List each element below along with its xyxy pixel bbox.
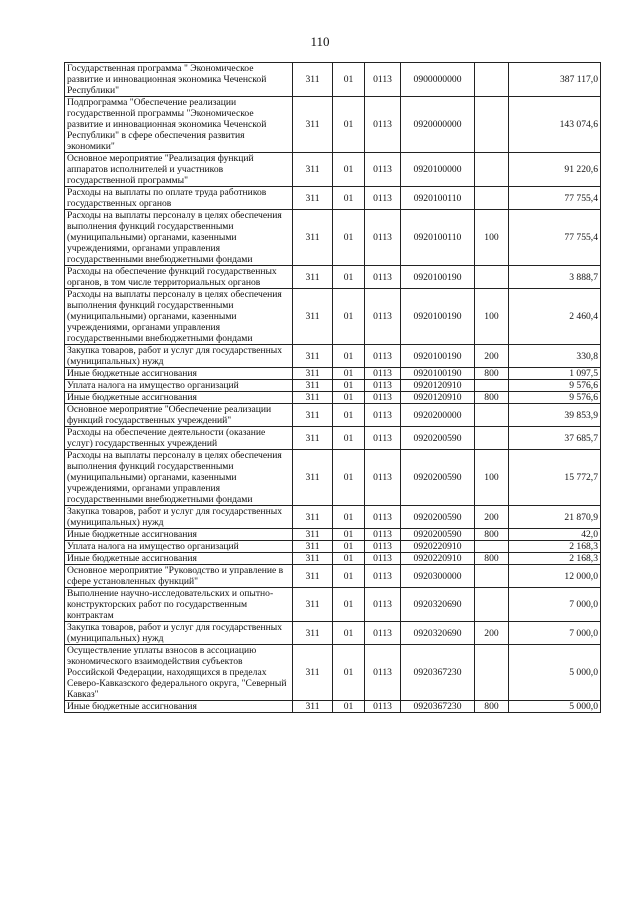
target-article-cell: 0920320690	[401, 588, 475, 622]
table-row	[65, 622, 601, 645]
expense-type-cell	[475, 187, 509, 210]
amount-cell: 77 755,4	[509, 210, 601, 266]
table-row	[65, 645, 601, 701]
target-article-cell: 0920120910	[401, 392, 475, 404]
table-row	[65, 529, 601, 541]
table-row	[65, 187, 601, 210]
ved-code-cell: 311	[293, 153, 333, 187]
ved-code-cell: 311	[293, 450, 333, 506]
target-article-cell: 0920220910	[401, 553, 475, 565]
row-name-cell: Расходы на выплаты персоналу в целях обеспечения выполнения функций государственными (муниципальными) органами, казенными учреждениями, органами управления государственными внебюджетными фондами	[65, 210, 293, 266]
table-row	[65, 345, 601, 368]
ved-code-cell: 311	[293, 392, 333, 404]
section-code-cell: 01	[333, 345, 365, 368]
section-code-cell: 01	[333, 622, 365, 645]
ved-code-cell: 311	[293, 529, 333, 541]
target-article-cell: 0920220910	[401, 541, 475, 553]
section-code-cell: 01	[333, 565, 365, 588]
ved-code-cell: 311	[293, 622, 333, 645]
expense-type-cell	[475, 427, 509, 450]
subsection-code-cell: 0113	[365, 153, 401, 187]
amount-cell: 5 000,0	[509, 645, 601, 701]
ved-code-cell: 311	[293, 506, 333, 529]
row-name-cell: Расходы на выплаты персоналу в целях обеспечения выполнения функций государственными (муниципальными) органами, казенными учреждениями, органами управления государственными внебюджетными фондами	[65, 289, 293, 345]
section-code-cell: 01	[333, 645, 365, 701]
expense-type-cell	[475, 63, 509, 97]
target-article-cell: 0920200590	[401, 506, 475, 529]
ved-code-cell: 311	[293, 380, 333, 392]
subsection-code-cell: 0113	[365, 63, 401, 97]
expense-type-cell: 800	[475, 392, 509, 404]
expense-type-cell: 100	[475, 289, 509, 345]
row-name-cell: Уплата налога на имущество организаций	[65, 541, 293, 553]
amount-cell: 39 853,9	[509, 404, 601, 427]
row-name-cell: Основное мероприятие "Реализация функций аппаратов исполнителей и участников государственной программы"	[65, 153, 293, 187]
subsection-code-cell: 0113	[365, 404, 401, 427]
ved-code-cell: 311	[293, 97, 333, 153]
table-row	[65, 380, 601, 392]
subsection-code-cell: 0113	[365, 266, 401, 289]
section-code-cell: 01	[333, 380, 365, 392]
row-name-cell: Закупка товаров, работ и услуг для государственных (муниципальных) нужд	[65, 345, 293, 368]
amount-cell: 37 685,7	[509, 427, 601, 450]
section-code-cell: 01	[333, 588, 365, 622]
row-name-cell: Закупка товаров, работ и услуг для государственных (муниципальных) нужд	[65, 506, 293, 529]
target-article-cell: 0920000000	[401, 97, 475, 153]
ved-code-cell: 311	[293, 701, 333, 713]
target-article-cell: 0920320690	[401, 622, 475, 645]
amount-cell: 9 576,6	[509, 392, 601, 404]
table-row	[65, 97, 601, 153]
expense-type-cell	[475, 97, 509, 153]
subsection-code-cell: 0113	[365, 529, 401, 541]
ved-code-cell: 311	[293, 541, 333, 553]
section-code-cell: 01	[333, 541, 365, 553]
row-name-cell: Основное мероприятие "Руководство и управление в сфере установленных функций"	[65, 565, 293, 588]
row-name-cell: Расходы на выплаты персоналу в целях обеспечения выполнения функций государственными (муниципальными) органами, казенными учреждениями, органами управления государственными внебюджетными фондами	[65, 450, 293, 506]
amount-cell: 77 755,4	[509, 187, 601, 210]
expense-type-cell: 200	[475, 622, 509, 645]
table-row	[65, 392, 601, 404]
section-code-cell: 01	[333, 97, 365, 153]
ved-code-cell: 311	[293, 187, 333, 210]
expense-type-cell	[475, 588, 509, 622]
table-row	[65, 506, 601, 529]
row-name-cell: Подпрограмма "Обеспечение реализации государственной программы "Экономическое развитие и инновационная экономика Чеченской Республики" в сфере обеспечения развития экономики"	[65, 97, 293, 153]
ved-code-cell: 311	[293, 404, 333, 427]
budget-table-body	[65, 63, 601, 713]
target-article-cell: 0920200590	[401, 450, 475, 506]
subsection-code-cell: 0113	[365, 427, 401, 450]
amount-cell: 42,0	[509, 529, 601, 541]
amount-cell: 15 772,7	[509, 450, 601, 506]
expense-type-cell	[475, 565, 509, 588]
table-row	[65, 63, 601, 97]
target-article-cell: 0920367230	[401, 701, 475, 713]
row-name-cell: Государственная программа " Экономическое развитие и инновационная экономика Чеченской Республики"	[65, 63, 293, 97]
expense-type-cell: 100	[475, 450, 509, 506]
subsection-code-cell: 0113	[365, 588, 401, 622]
amount-cell: 9 576,6	[509, 380, 601, 392]
ved-code-cell: 311	[293, 645, 333, 701]
section-code-cell: 01	[333, 450, 365, 506]
target-article-cell: 0920300000	[401, 565, 475, 588]
ved-code-cell: 311	[293, 63, 333, 97]
amount-cell: 3 888,7	[509, 266, 601, 289]
subsection-code-cell: 0113	[365, 345, 401, 368]
row-name-cell: Расходы на обеспечение функций государственных органов, в том числе территориальных органов	[65, 266, 293, 289]
target-article-cell: 0920120910	[401, 380, 475, 392]
row-name-cell: Основное мероприятие "Обеспечение реализации функций государственных учреждений"	[65, 404, 293, 427]
ved-code-cell: 311	[293, 210, 333, 266]
expense-type-cell: 200	[475, 506, 509, 529]
table-row	[65, 701, 601, 713]
row-name-cell: Иные бюджетные ассигнования	[65, 701, 293, 713]
row-name-cell: Осуществление уплаты взносов в ассоциацию экономического взаимодействия субъектов Российской Федерации, находящихся в пределах Северо-Кавказского федерального округа, "Северный Кавказ"	[65, 645, 293, 701]
section-code-cell: 01	[333, 392, 365, 404]
section-code-cell: 01	[333, 289, 365, 345]
subsection-code-cell: 0113	[365, 701, 401, 713]
subsection-code-cell: 0113	[365, 392, 401, 404]
amount-cell: 143 074,6	[509, 97, 601, 153]
ved-code-cell: 311	[293, 368, 333, 380]
amount-cell: 7 000,0	[509, 622, 601, 645]
ved-code-cell: 311	[293, 565, 333, 588]
subsection-code-cell: 0113	[365, 541, 401, 553]
expense-type-cell: 800	[475, 553, 509, 565]
subsection-code-cell: 0113	[365, 450, 401, 506]
expense-type-cell	[475, 266, 509, 289]
row-name-cell: Расходы на выплаты по оплате труда работников государственных органов	[65, 187, 293, 210]
expense-type-cell: 800	[475, 368, 509, 380]
section-code-cell: 01	[333, 63, 365, 97]
section-code-cell: 01	[333, 266, 365, 289]
section-code-cell: 01	[333, 529, 365, 541]
ved-code-cell: 311	[293, 345, 333, 368]
target-article-cell: 0920100110	[401, 210, 475, 266]
row-name-cell: Иные бюджетные ассигнования	[65, 368, 293, 380]
table-row	[65, 368, 601, 380]
page-number: 110	[310, 34, 330, 49]
row-name-cell: Выполнение научно-исследовательских и опытно-конструкторских работ по государственным контрактам	[65, 588, 293, 622]
table-row	[65, 553, 601, 565]
amount-cell: 21 870,9	[509, 506, 601, 529]
amount-cell: 1 097,5	[509, 368, 601, 380]
table-row	[65, 404, 601, 427]
amount-cell: 5 000,0	[509, 701, 601, 713]
target-article-cell: 0920100190	[401, 289, 475, 345]
target-article-cell: 0920100110	[401, 187, 475, 210]
target-article-cell: 0920100190	[401, 368, 475, 380]
subsection-code-cell: 0113	[365, 97, 401, 153]
section-code-cell: 01	[333, 427, 365, 450]
expense-type-cell	[475, 153, 509, 187]
subsection-code-cell: 0113	[365, 565, 401, 588]
amount-cell: 2 168,3	[509, 553, 601, 565]
amount-cell: 7 000,0	[509, 588, 601, 622]
table-row	[65, 210, 601, 266]
subsection-code-cell: 0113	[365, 506, 401, 529]
expense-type-cell	[475, 645, 509, 701]
target-article-cell: 0920367230	[401, 645, 475, 701]
subsection-code-cell: 0113	[365, 622, 401, 645]
target-article-cell: 0900000000	[401, 63, 475, 97]
amount-cell: 91 220,6	[509, 153, 601, 187]
row-name-cell: Иные бюджетные ассигнования	[65, 392, 293, 404]
amount-cell: 12 000,0	[509, 565, 601, 588]
target-article-cell: 0920200590	[401, 427, 475, 450]
table-row	[65, 541, 601, 553]
target-article-cell: 0920100000	[401, 153, 475, 187]
ved-code-cell: 311	[293, 427, 333, 450]
amount-cell: 2 460,4	[509, 289, 601, 345]
section-code-cell: 01	[333, 404, 365, 427]
subsection-code-cell: 0113	[365, 380, 401, 392]
table-row	[65, 153, 601, 187]
table-row	[65, 427, 601, 450]
subsection-code-cell: 0113	[365, 645, 401, 701]
target-article-cell: 0920100190	[401, 266, 475, 289]
row-name-cell: Иные бюджетные ассигнования	[65, 553, 293, 565]
row-name-cell: Расходы на обеспечение деятельности (оказание услуг) государственных учреждений	[65, 427, 293, 450]
section-code-cell: 01	[333, 187, 365, 210]
section-code-cell: 01	[333, 368, 365, 380]
target-article-cell: 0920100190	[401, 345, 475, 368]
expense-type-cell	[475, 541, 509, 553]
ved-code-cell: 311	[293, 266, 333, 289]
subsection-code-cell: 0113	[365, 289, 401, 345]
expense-type-cell: 800	[475, 701, 509, 713]
row-name-cell: Уплата налога на имущество организаций	[65, 380, 293, 392]
budget-table	[64, 62, 601, 713]
expense-type-cell: 800	[475, 529, 509, 541]
expense-type-cell: 100	[475, 210, 509, 266]
row-name-cell: Закупка товаров, работ и услуг для государственных (муниципальных) нужд	[65, 622, 293, 645]
ved-code-cell: 311	[293, 588, 333, 622]
subsection-code-cell: 0113	[365, 187, 401, 210]
section-code-cell: 01	[333, 210, 365, 266]
subsection-code-cell: 0113	[365, 553, 401, 565]
ved-code-cell: 311	[293, 553, 333, 565]
target-article-cell: 0920200590	[401, 529, 475, 541]
table-row	[65, 289, 601, 345]
expense-type-cell	[475, 380, 509, 392]
table-row	[65, 450, 601, 506]
expense-type-cell: 200	[475, 345, 509, 368]
amount-cell: 2 168,3	[509, 541, 601, 553]
target-article-cell: 0920200000	[401, 404, 475, 427]
table-row	[65, 565, 601, 588]
section-code-cell: 01	[333, 553, 365, 565]
ved-code-cell: 311	[293, 289, 333, 345]
amount-cell: 330,8	[509, 345, 601, 368]
table-row	[65, 266, 601, 289]
subsection-code-cell: 0113	[365, 210, 401, 266]
subsection-code-cell: 0113	[365, 368, 401, 380]
section-code-cell: 01	[333, 153, 365, 187]
row-name-cell: Иные бюджетные ассигнования	[65, 529, 293, 541]
table-row	[65, 588, 601, 622]
section-code-cell: 01	[333, 701, 365, 713]
amount-cell: 387 117,0	[509, 63, 601, 97]
expense-type-cell	[475, 404, 509, 427]
section-code-cell: 01	[333, 506, 365, 529]
